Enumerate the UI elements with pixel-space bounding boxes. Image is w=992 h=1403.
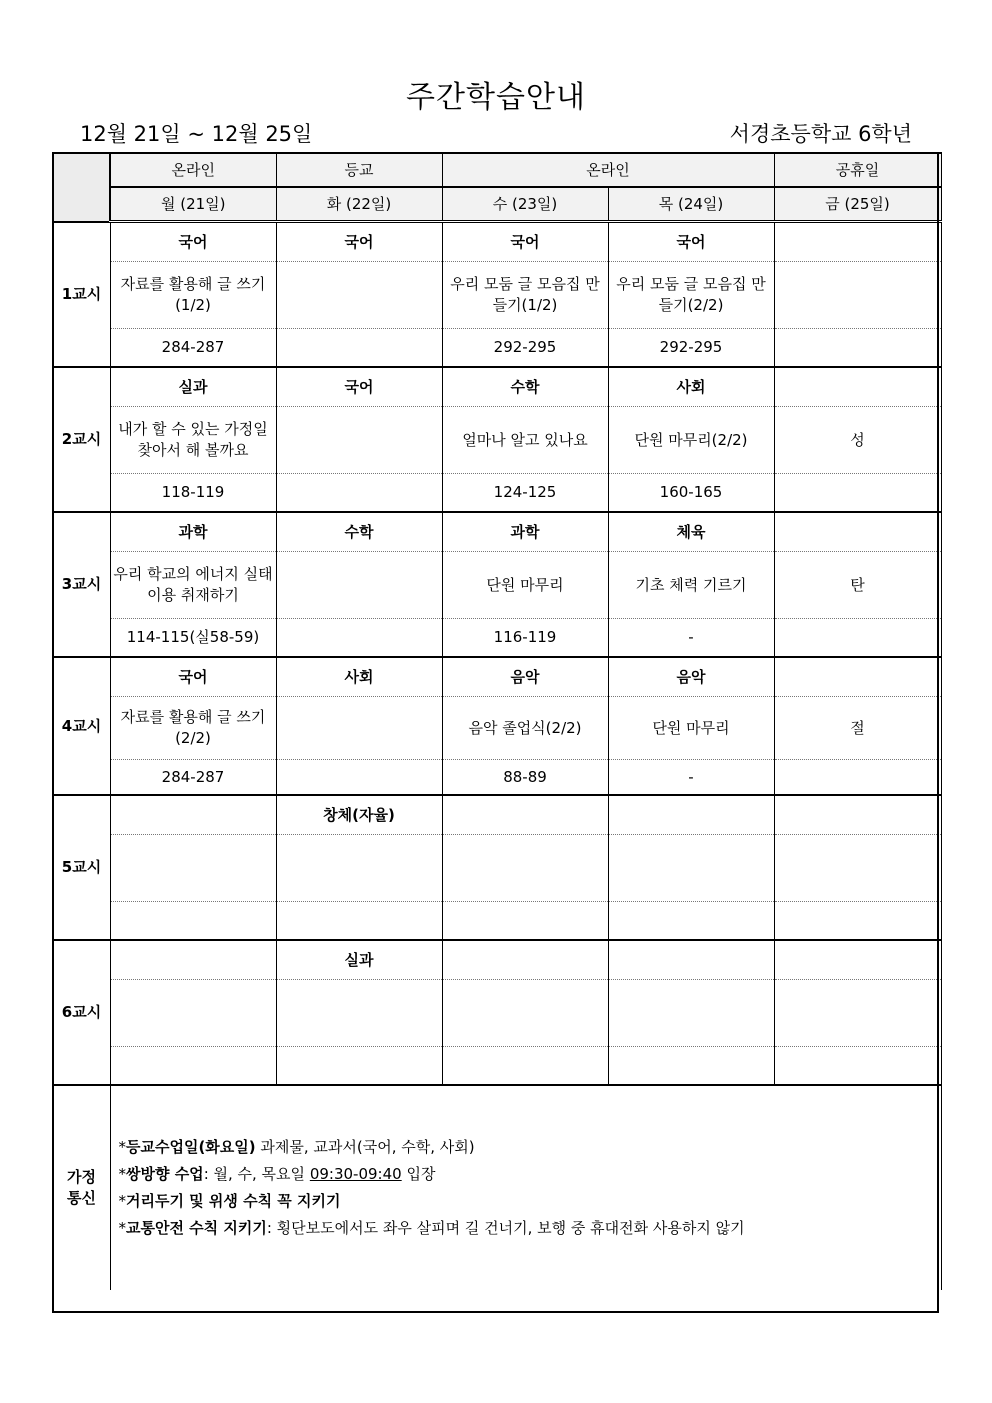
period-label: 1교시	[53, 222, 110, 368]
page-cell: 292-295	[442, 329, 608, 368]
page-cell	[276, 760, 442, 796]
bullet: *	[118, 1219, 126, 1237]
notice-item-2-bold: 쌍방향 수업	[126, 1165, 204, 1183]
notice-content	[110, 1085, 941, 1290]
notice-item-1	[119, 1134, 933, 1161]
page-cell	[276, 619, 442, 658]
notice-label-line2: 통신	[67, 1189, 96, 1207]
subject-cell	[110, 795, 276, 835]
notice-item-3-bold: 거리두기 및 위생 수칙 꼭 지키기	[126, 1192, 341, 1210]
topic-cell	[608, 980, 774, 1047]
period-label: 4교시	[53, 657, 110, 795]
page-cell: 284-287	[110, 329, 276, 368]
notice-item-2-end: 입장	[401, 1165, 436, 1183]
page-cell: 292-295	[608, 329, 774, 368]
page-cell	[608, 1047, 774, 1086]
topic-cell	[774, 980, 941, 1047]
bullet: *	[118, 1165, 126, 1183]
bullet: *	[118, 1138, 126, 1156]
subject-cell	[774, 367, 941, 407]
subject-cell	[774, 795, 941, 835]
page-cell: 116-119	[442, 619, 608, 658]
subject-cell: 국어	[276, 222, 442, 262]
subject-cell: 수학	[442, 367, 608, 407]
subject-cell: 사회	[276, 657, 442, 697]
day-fri: 금 (25일)	[774, 187, 941, 222]
topic-cell	[442, 835, 608, 902]
notice-label	[53, 1085, 110, 1290]
subject-cell: 수학	[276, 512, 442, 552]
topic-cell	[276, 552, 442, 619]
school-name: 서경초등학교 6학년	[729, 122, 912, 146]
period-label: 6교시	[53, 940, 110, 1085]
bullet: *	[118, 1192, 126, 1210]
page-cell	[110, 902, 276, 941]
subject-cell: 국어	[110, 657, 276, 697]
subject-cell	[110, 940, 276, 980]
page-cell	[276, 474, 442, 513]
topic-cell: 얼마나 알고 있나요	[442, 407, 608, 474]
page-cell	[110, 1047, 276, 1086]
topic-cell: 우리 모둠 글 모음집 만들기(1/2)	[442, 262, 608, 329]
topic-cell	[276, 407, 442, 474]
subject-cell: 국어	[608, 222, 774, 262]
page-cell	[774, 474, 941, 513]
subject-cell: 국어	[110, 222, 276, 262]
period-label: 5교시	[53, 795, 110, 940]
subject-cell: 체육	[608, 512, 774, 552]
subject-cell	[774, 222, 941, 262]
notice-item-1-text: 과제물, 교과서(국어, 수학, 사회)	[255, 1138, 475, 1156]
notice-item-2-text: : 월, 수, 목요일	[203, 1165, 310, 1183]
topic-cell: 자료를 활용해 글 쓰기(1/2)	[110, 262, 276, 329]
topic-cell	[110, 835, 276, 902]
header-corner	[53, 153, 110, 222]
notice-item-2	[119, 1161, 933, 1188]
subject-cell: 과학	[442, 512, 608, 552]
subject-cell	[774, 940, 941, 980]
mode-fri: 공휴일	[774, 153, 941, 187]
day-wed: 수 (23일)	[442, 187, 608, 222]
mode-wed-thu: 온라인	[442, 153, 774, 187]
day-mon: 월 (21일)	[110, 187, 276, 222]
topic-cell: 기초 체력 기르기	[608, 552, 774, 619]
topic-cell: 탄	[774, 552, 941, 619]
subject-cell	[774, 657, 941, 697]
notice-item-4-text: : 횡단보도에서도 좌우 살피며 길 건너기, 보행 중 휴대전화 사용하지 않기	[266, 1219, 745, 1237]
topic-cell: 음악 졸업식(2/2)	[442, 697, 608, 760]
topic-cell	[774, 262, 941, 329]
subject-cell	[608, 940, 774, 980]
day-tue: 화 (22일)	[276, 187, 442, 222]
page-title: 주간학습안내	[406, 80, 586, 115]
page-cell: 284-287	[110, 760, 276, 796]
page-cell	[276, 1047, 442, 1086]
page-cell	[774, 760, 941, 796]
page-cell	[442, 1047, 608, 1086]
subject-cell: 국어	[276, 367, 442, 407]
page-cell	[608, 902, 774, 941]
period-label: 2교시	[53, 367, 110, 512]
page-cell	[774, 902, 941, 941]
notice-label-line1: 가정	[67, 1168, 96, 1186]
topic-cell	[442, 980, 608, 1047]
subject-cell: 과학	[110, 512, 276, 552]
page-cell	[276, 329, 442, 368]
page-cell: 114-115(실58-59)	[110, 619, 276, 658]
page-cell: 118-119	[110, 474, 276, 513]
subject-cell: 실과	[276, 940, 442, 980]
topic-cell: 우리 학교의 에너지 실태 이용 취재하기	[110, 552, 276, 619]
page-cell	[774, 1047, 941, 1086]
subject-cell	[774, 512, 941, 552]
topic-cell: 내가 할 수 있는 가정일 찾아서 해 볼까요	[110, 407, 276, 474]
subject-cell: 음악	[442, 657, 608, 697]
topic-cell: 단원 마무리	[608, 697, 774, 760]
subject-cell: 국어	[442, 222, 608, 262]
page-cell	[774, 619, 941, 658]
notice-item-4-bold: 교통안전 수칙 지키기	[126, 1219, 267, 1237]
page-cell: 124-125	[442, 474, 608, 513]
topic-cell: 단원 마무리	[442, 552, 608, 619]
subject-cell: 창체(자율)	[276, 795, 442, 835]
topic-cell	[774, 835, 941, 902]
subject-cell	[442, 940, 608, 980]
page-cell: 160-165	[608, 474, 774, 513]
page-cell: -	[608, 760, 774, 796]
subject-cell	[442, 795, 608, 835]
notice-item-2-time: 09:30-09:40	[309, 1165, 402, 1183]
subject-cell: 실과	[110, 367, 276, 407]
subheader	[80, 118, 912, 146]
topic-cell	[276, 835, 442, 902]
topic-cell: 단원 마무리(2/2)	[608, 407, 774, 474]
topic-cell: 우리 모둠 글 모음집 만들기(2/2)	[608, 262, 774, 329]
topic-cell	[276, 980, 442, 1047]
page-cell	[442, 902, 608, 941]
topic-cell	[276, 262, 442, 329]
notice-item-4	[119, 1215, 933, 1242]
page-cell	[276, 902, 442, 941]
page-cell: -	[608, 619, 774, 658]
topic-cell	[110, 980, 276, 1047]
subject-cell: 음악	[608, 657, 774, 697]
weekly-schedule-table	[52, 152, 942, 1290]
date-range: 12월 21일 ~ 12월 25일	[80, 122, 313, 146]
topic-cell	[608, 835, 774, 902]
topic-cell	[276, 697, 442, 760]
subject-cell	[608, 795, 774, 835]
topic-cell: 자료를 활용해 글 쓰기(2/2)	[110, 697, 276, 760]
mode-mon: 온라인	[110, 153, 276, 187]
notice-item-1-bold: 등교수업일(화요일)	[126, 1138, 256, 1156]
period-label: 3교시	[53, 512, 110, 657]
day-thu: 목 (24일)	[608, 187, 774, 222]
subject-cell: 사회	[608, 367, 774, 407]
notice-item-3	[119, 1188, 933, 1215]
topic-cell: 절	[774, 697, 941, 760]
mode-tue: 등교	[276, 153, 442, 187]
page-cell: 88-89	[442, 760, 608, 796]
page-cell	[774, 329, 941, 368]
topic-cell: 성	[774, 407, 941, 474]
